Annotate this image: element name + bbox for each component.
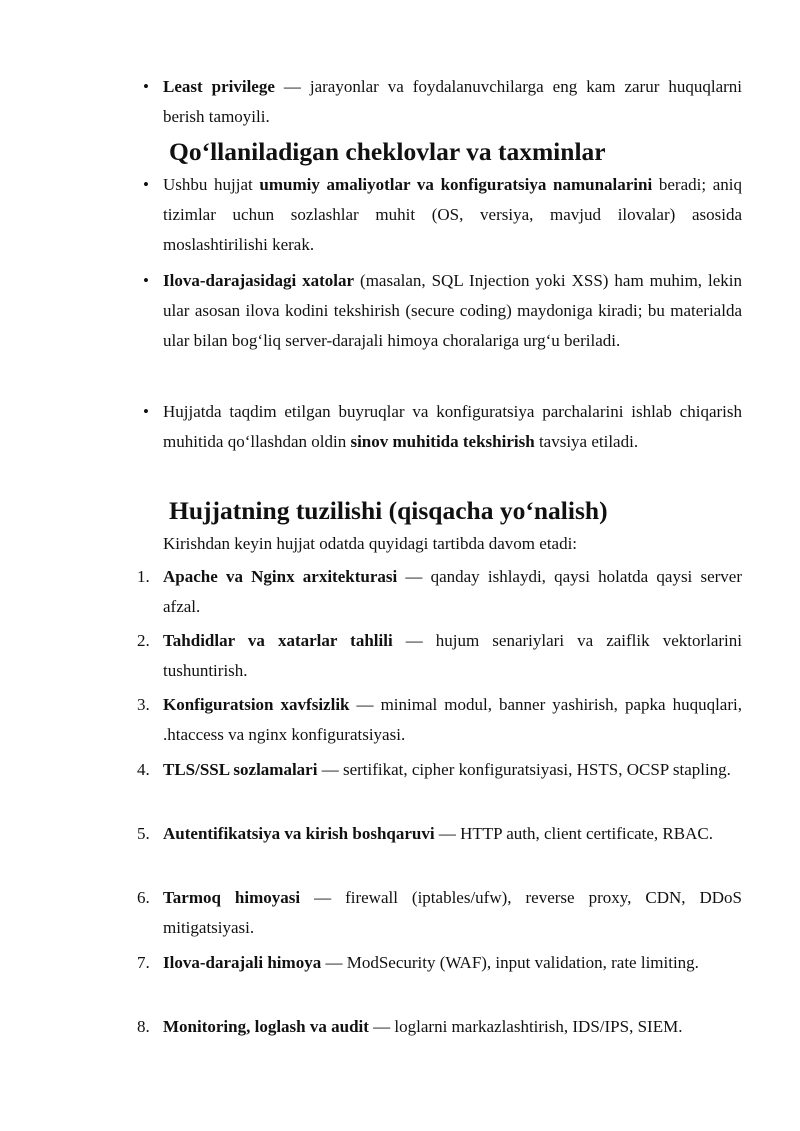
list-number: 3. xyxy=(137,695,150,714)
list-item-text: — HTTP auth, client certificate, RBAC. xyxy=(434,824,713,843)
list-item-text: — firewall (iptables/ufw), reverse proxy, CDN, DDoS mitigatsiyasi. xyxy=(163,888,742,937)
bold-term: Autentifikatsiya va kirish boshqaruvi xyxy=(163,824,435,843)
bullet-test-environment xyxy=(143,397,742,457)
list-number: 6. xyxy=(137,888,150,907)
bullet-text-post: beradi; aniq tizimlar uchun sozlashlar muhit (OS, versiya, mavjud ilovalar) asosida moslashtirilishi kerak. xyxy=(163,175,742,254)
bullet-least-privilege xyxy=(143,72,742,132)
list-item-text: — sertifikat, cipher konfiguratsiyasi, HSTS, OCSP stapling. xyxy=(317,760,731,779)
list-number: 2. xyxy=(137,631,150,650)
bullet-general-practices xyxy=(143,170,742,260)
list-item-text: — hujum senariylari va zaiflik vektorlarini tushuntirish. xyxy=(163,631,742,680)
list-item-1 xyxy=(137,562,742,622)
list-item-7 xyxy=(137,948,742,978)
bold-term: umumiy amaliyotlar va konfiguratsiya namunalarini xyxy=(259,175,653,194)
bullet-text-pre: Hujjatda taqdim etilgan buyruqlar va konfiguratsiya parchalarini ishlab chiqarish muhitida qo‘llashdan oldin xyxy=(163,402,742,451)
list-item-5 xyxy=(137,819,742,849)
list-item-2 xyxy=(137,626,742,686)
list-number: 4. xyxy=(137,760,150,779)
bullet-text-post: tavsiya etiladi. xyxy=(534,432,639,451)
list-number: 5. xyxy=(137,824,150,843)
list-number: 1. xyxy=(137,567,150,586)
list-item-3 xyxy=(137,690,742,750)
section-heading-constraints: Qo‘llaniladigan cheklovlar va taxminlar xyxy=(169,137,606,166)
list-item-8 xyxy=(137,1012,742,1042)
bold-term: Apache va Nginx arxitekturasi xyxy=(163,567,398,586)
bullet-marker: • xyxy=(143,271,149,290)
bullet-text-pre: Ushbu hujjat xyxy=(163,175,260,194)
section-intro: Kirishdan keyin hujjat odatda quyidagi tartibda davom etadi: xyxy=(163,534,578,553)
list-item-text: — loglarni markazlashtirish, IDS/IPS, SIEM. xyxy=(368,1017,683,1036)
bold-term: Konfiguratsion xavfsizlik xyxy=(163,695,350,714)
bold-term: Ilova-darajali himoya xyxy=(163,953,322,972)
list-item-text: — minimal modul, banner yashirish, papka huquqlari, .htaccess va nginx konfiguratsiyasi. xyxy=(163,695,742,744)
list-item-text: — ModSecurity (WAF), input validation, rate limiting. xyxy=(321,953,699,972)
bold-term: Monitoring, loglash va audit xyxy=(163,1017,369,1036)
bullet-marker: • xyxy=(143,402,149,421)
list-number: 8. xyxy=(137,1017,150,1036)
bullet-marker: • xyxy=(143,175,149,194)
bold-term: Ilova-darajasidagi xatolar xyxy=(163,271,355,290)
bold-term: sinov muhitida tekshirish xyxy=(350,432,535,451)
list-item-text: — qanday ishlaydi, qaysi holatda qaysi server afzal. xyxy=(163,567,742,616)
bullet-text: — jarayonlar va foydalanuvchilarga eng kam zarur huquqlarni berish tamoyili. xyxy=(163,77,742,126)
bold-term: Least privilege xyxy=(163,77,275,96)
bold-term: Tarmoq himoyasi xyxy=(163,888,301,907)
section-heading-structure: Hujjatning tuzilishi (qisqacha yo‘nalish) xyxy=(169,496,608,525)
bullet-text-post: (masalan, SQL Injection yoki XSS) ham muhim, lekin ular asosan ilova kodini tekshirish (secure coding) maydoniga kiradi; bu materialda ular bilan bog‘liq server-darajali himoya choralariga urg‘u beriladi. xyxy=(163,271,743,350)
list-item-4 xyxy=(137,755,742,785)
list-number: 7. xyxy=(137,953,150,972)
bullet-app-level-errors xyxy=(143,266,743,356)
bold-term: TLS/SSL sozlamalari xyxy=(163,760,318,779)
bullet-marker: • xyxy=(143,77,149,96)
bold-term: Tahdidlar va xatarlar tahlili xyxy=(163,631,393,650)
list-item-6 xyxy=(137,883,742,943)
